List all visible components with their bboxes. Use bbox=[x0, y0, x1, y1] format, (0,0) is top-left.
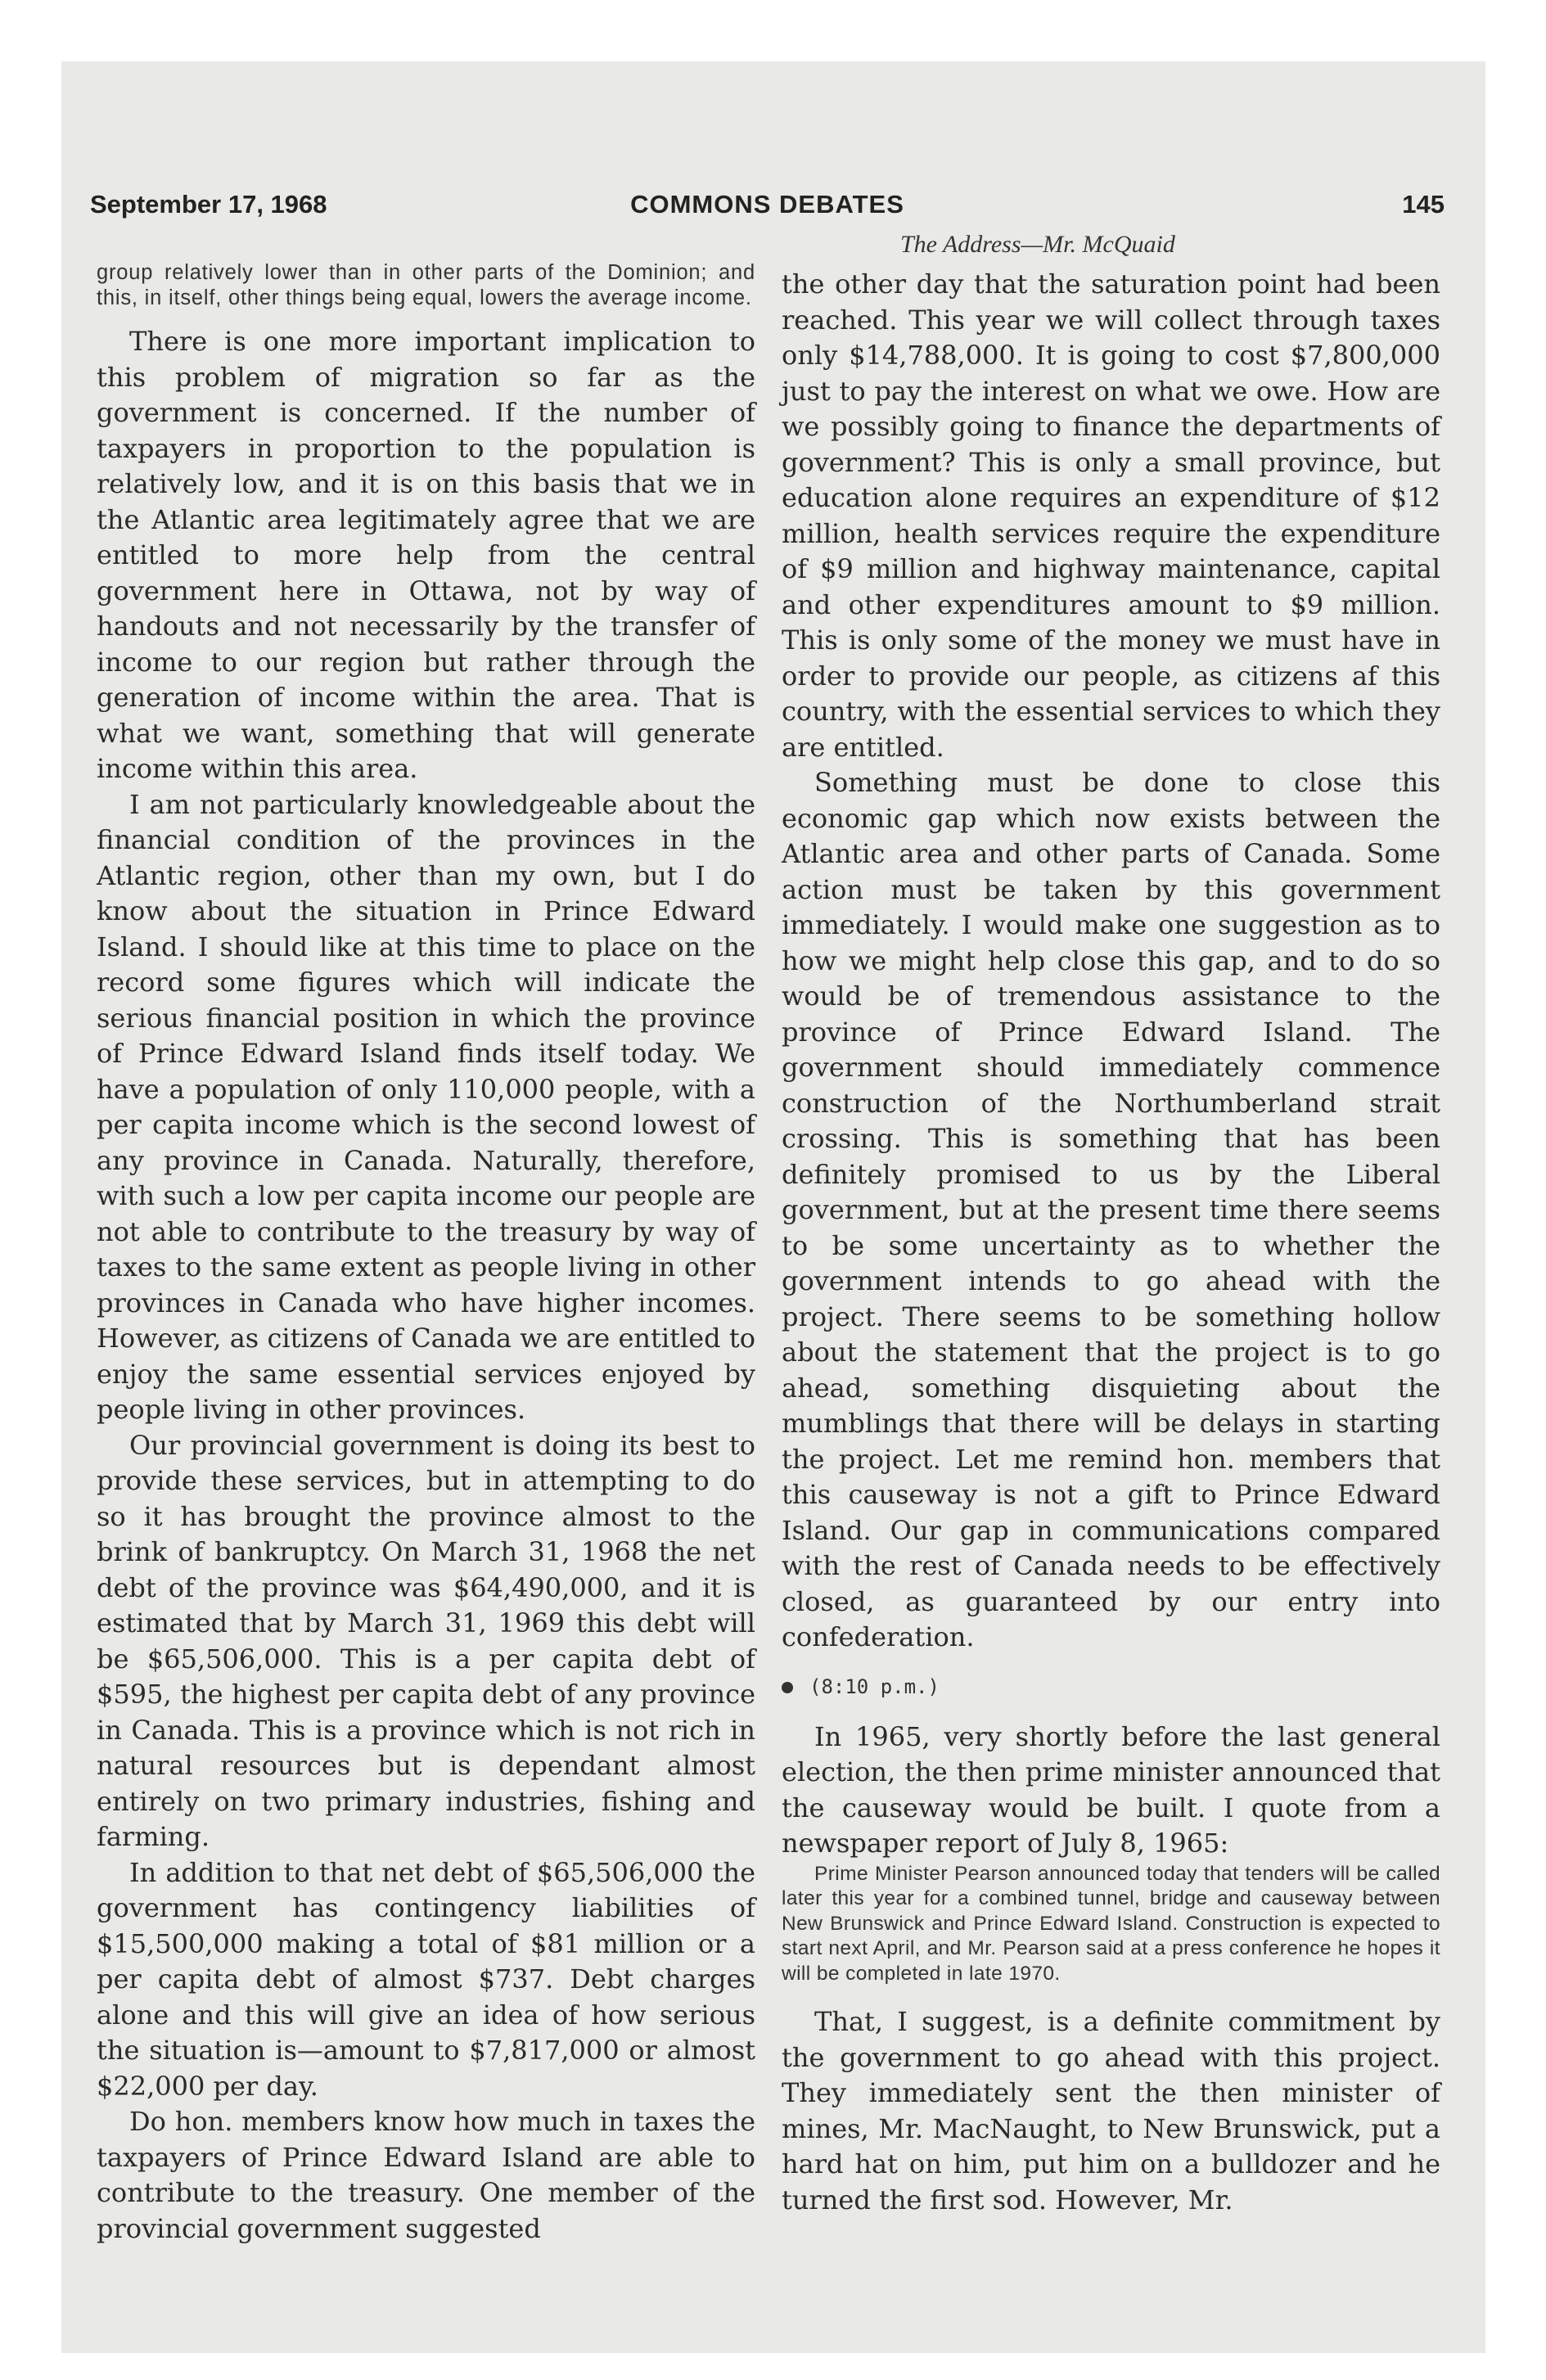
header-date: September 17, 1968 bbox=[90, 190, 327, 219]
page-number: 145 bbox=[1402, 190, 1445, 219]
paragraph: I am not particularly knowledgeable about the financial condition of the provinces in the Atlantic region, other than my own, but I do know about the situation in Prince Edward Island. I should like at this time to place on the record some figures which will indicate the serious financial position in which the province of Prince Edward Island finds itself today. We have a population of only 110,000 people, with a per capita income which is the second lowest of any province in Canada. Naturally, therefore, with such a low per capita income our people are not able to contribute to the treasury by way of taxes to the same extent as people living in other provinces in Canada who have higher incomes. However, as citizens of Canada we are entitled to enjoy the same essential services enjoyed by people living in other provinces. bbox=[97, 788, 755, 1425]
paragraph: That, I suggest, is a definite commitment by the government to go ahead with this project. They immediately sent the then minister of mines, Mr. MacNaught, to New Brunswick, put a hard hat on him, put him on a bulldozer and he turned the first sod. However, Mr. bbox=[782, 2006, 1440, 2215]
paragraph: In 1965, very shortly before the last general election, the then prime minister announced that the causeway would be built. I quote from a newspaper report of July 8, 1965: bbox=[782, 1720, 1440, 1859]
block-quote: Prime Minister Pearson announced today that tenders will be called later this year for a combined tunnel, bridge and causeway between New Brunswick and Prince Edward Island. Construction is expected to start next April, and Mr. Pearson said at a press conference he hopes it will be completed in late 1970. bbox=[782, 1862, 1440, 1985]
header-title: COMMONS DEBATES bbox=[630, 190, 904, 219]
intro-paragraph: group relatively lower than in other parts of the Dominion; and this, in itself, other things being equal, lowers the average income. bbox=[97, 261, 755, 309]
paragraph: Our provincial government is doing its best to provide these services, but in attempting to do so it has brought the province almost to the brink of bankruptcy. On March 31, 1968 the net debt of the province was $64,490,000, and it is estimated that by March 31, 1969 this debt will be $65,506,000. This is a per capita debt of $595, the highest per capita debt of any province in Canada. This is a province which is not rich in natural resources but is dependant almost entirely on two primary industries, fishing and farming. bbox=[97, 1429, 755, 1852]
paragraph: the other day that the saturation point had been reached. This year we will collect through taxes only $14,788,000. It is going to cost $7,800,000 just to pay the interest on what we owe. How are we possibly going to finance the departments of government? This is only a small province, but education alone requires an expenditure of $12 million, health services require the expenditure of $9 million and highway maintenance, capital and other expenditures amount to $9 million. This is only some of the money we must have in order to provide our people, as citizens af this country, with the essential services to which they are entitled. bbox=[782, 268, 1440, 763]
left-column bbox=[97, 260, 755, 2247]
paragraph: In addition to that net debt of $65,506,000 the government has contingency liabilities of $15,500,000 making a total of $81 million or a per capita debt of almost $737. Debt charges alone and this will give an idea of how serious the situation is—amount to $7,817,000 or almost $22,000 per day. bbox=[97, 1856, 755, 2102]
time-marker-text: (8:10 p.m.) bbox=[809, 1675, 940, 1698]
right-column bbox=[782, 260, 1440, 2218]
paragraph: There is one more important implication to this problem of migration so far as the government is concerned. If the number of taxpayers in proportion to the population is relatively low, and it is on this basis that we in the Atlantic area legitimately agree that we are entitled to more help from the central government here in Ottawa, not by way of handouts and not necessarily by the transfer of income to our region but rather through the generation of income within the area. That is what we want, something that will generate income within this area. bbox=[97, 326, 755, 784]
time-marker bbox=[782, 1675, 1440, 1698]
paragraph: Do hon. members know how much in taxes the taxpayers of Prince Edward Island are able to contribute to the treasury. One member of the provincial government suggested bbox=[97, 2106, 755, 2244]
paragraph: Something must be done to close this economic gap which now exists between the Atlantic area and other parts of Canada. Some action must be taken by this government immediately. I would make one suggestion as to how we might help close this gap, and to do so would be of tremendous assistance to the province of Prince Edward Island. The government should immediately commence construction of the Northumberland strait crossing. This is something that has been definitely promised to us by the Liberal government, but at the present time there seems to be some uncertainty as to whether the government intends to go ahead with the project. There seems to be something hollow about the statement that the project is to go ahead, something disquieting about the mumblings that there will be delays in starting the project. Let me remind hon. members that this causeway is not a gift to Prince Edward Island. Our gap in communications compared with the rest of Canada needs to be effectively closed, as guaranteed by our entry into confederation. bbox=[782, 767, 1440, 1652]
page-header bbox=[90, 190, 1445, 231]
bullet-icon bbox=[782, 1682, 793, 1693]
running-head: The Address—Mr. McQuaid bbox=[900, 231, 1175, 258]
